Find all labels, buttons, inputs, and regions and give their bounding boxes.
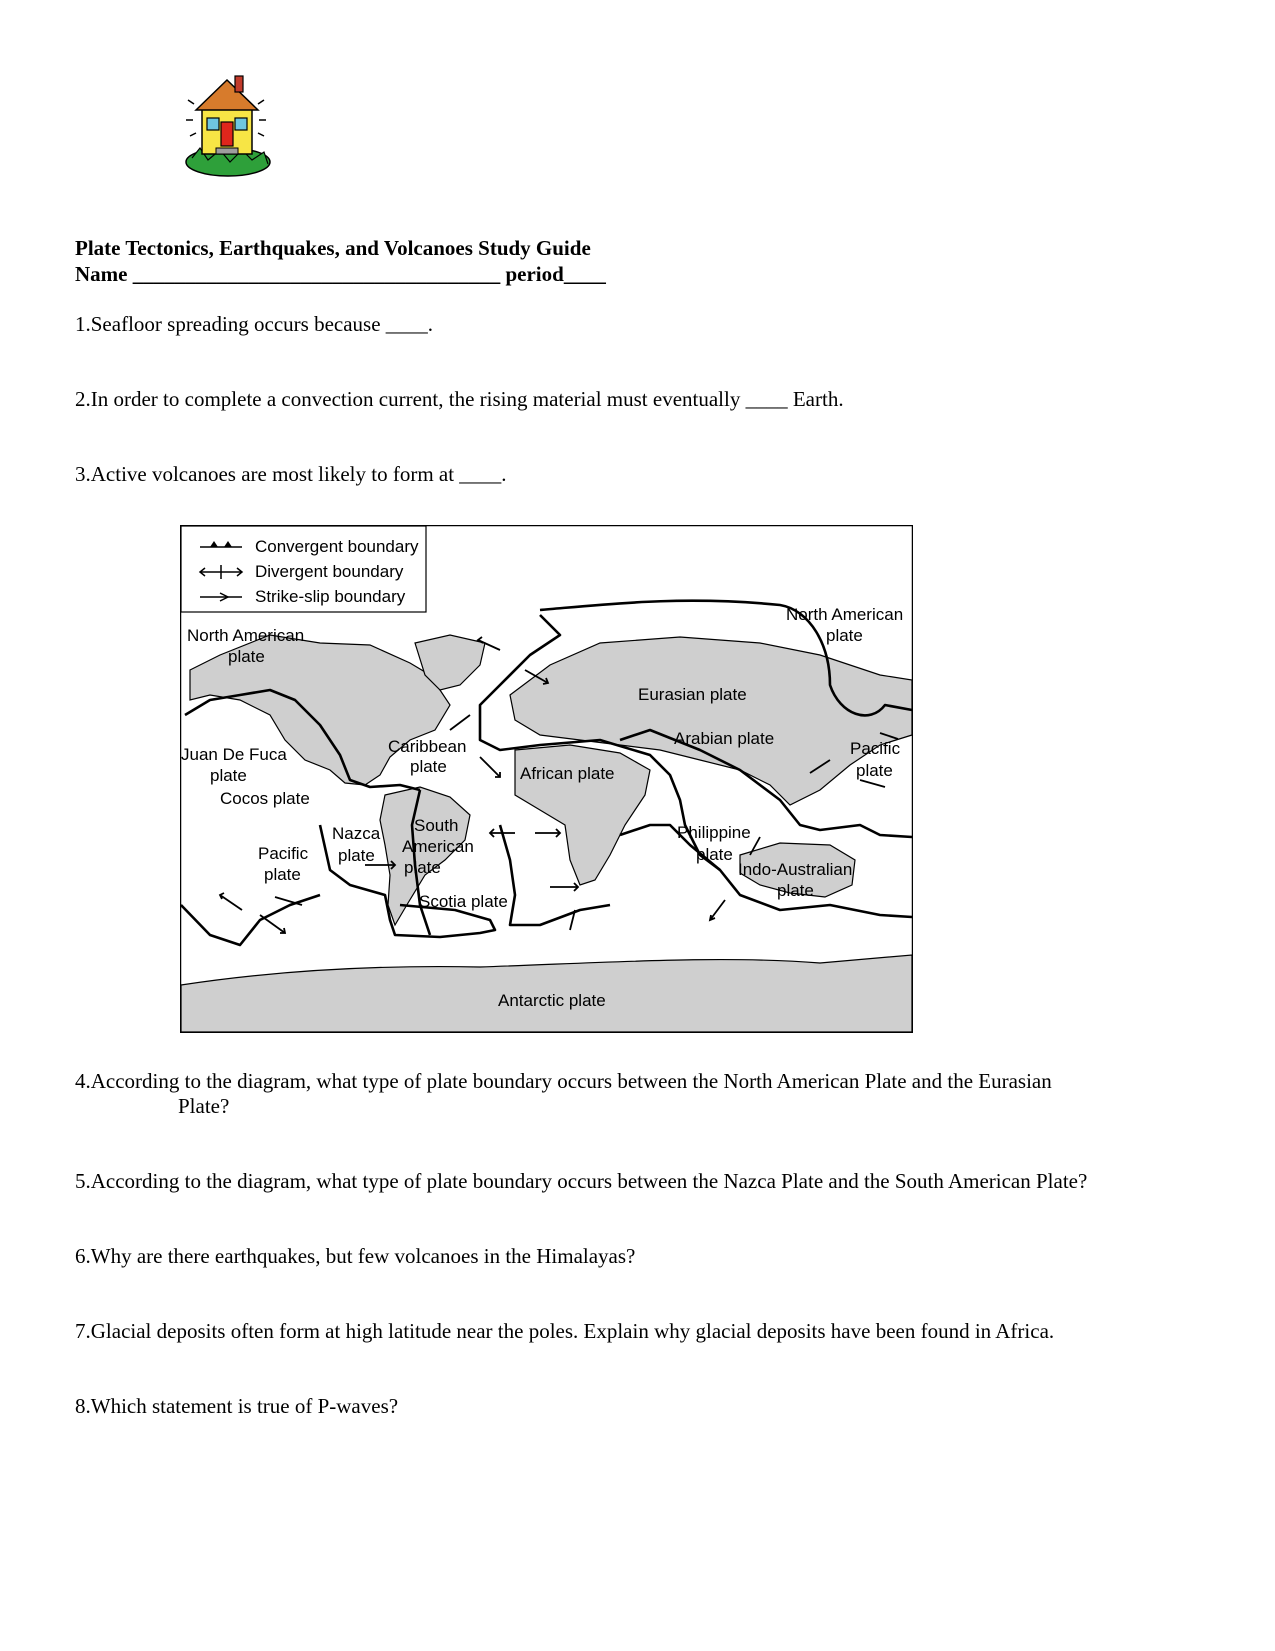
label-plate: plate — [410, 757, 447, 776]
label-cocos: Cocos plate — [220, 789, 310, 808]
label-plate: plate — [338, 846, 375, 865]
label-plate: plate — [777, 881, 814, 900]
label-plate: plate — [264, 865, 301, 884]
label-american: American — [402, 837, 474, 856]
label-plate: plate — [826, 626, 863, 645]
name-blank[interactable]: ___________________________________ — [132, 262, 501, 286]
legend-divergent: Divergent boundary — [255, 562, 404, 581]
label-plate: plate — [856, 761, 893, 780]
name-period-line — [75, 262, 606, 287]
question-3: 3.Active volcanoes are most likely to form at ____. — [75, 462, 507, 486]
label-south: South — [414, 816, 459, 835]
label-plate: plate — [210, 766, 247, 785]
label-juan-de-fuca: Juan De Fuca — [181, 745, 287, 764]
question-1: 1.Seafloor spreading occurs because ____. — [75, 312, 434, 336]
plate-boundary-map — [180, 525, 913, 1033]
house-earthquake-icon — [180, 70, 275, 180]
label-north-american-left: North American — [187, 626, 305, 645]
label-plate: plate — [404, 858, 441, 877]
label-north-american-right: North American — [786, 605, 904, 624]
label-antarctic: Antarctic plate — [498, 991, 606, 1010]
question-4-continuation: Plate? — [178, 1094, 230, 1118]
label-caribbean: Caribbean — [388, 737, 467, 756]
label-philippine: Philippine — [677, 823, 751, 842]
label-indo-australian: Indo-Australian — [738, 860, 853, 879]
question-4: 4.According to the diagram, what type of plate boundary occurs between the North American Plate and the Eurasian — [75, 1069, 1052, 1093]
legend-convergent: Convergent boundary — [255, 537, 419, 556]
question-6: 6.Why are there earthquakes, but few volcanoes in the Himalayas? — [75, 1244, 636, 1268]
worksheet-title: Plate Tectonics, Earthquakes, and Volcanoes Study Guide — [75, 236, 591, 260]
label-plate: plate — [228, 647, 265, 666]
question-7: 7.Glacial deposits often form at high latitude near the poles. Explain why glacial deposits have been found in Africa. — [75, 1319, 1055, 1343]
label-african: African plate — [520, 764, 615, 783]
label-plate: plate — [696, 845, 733, 864]
label-scotia: Scotia plate — [419, 892, 508, 911]
label-nazca: Nazca — [332, 824, 381, 843]
name-label: Name — [75, 262, 128, 286]
question-8: 8.Which statement is true of P-waves? — [75, 1394, 399, 1418]
question-5: 5.According to the diagram, what type of plate boundary occurs between the Nazca Plate and the South American Plate? — [75, 1169, 1088, 1193]
label-eurasian: Eurasian plate — [638, 685, 747, 704]
question-2: 2.In order to complete a convection current, the rising material must eventually ____ Earth. — [75, 387, 844, 411]
label-arabian: Arabian plate — [674, 729, 775, 748]
label-pacific-left: Pacific — [258, 844, 309, 863]
label-pacific-right: Pacific — [850, 739, 901, 758]
legend-strike-slip: Strike-slip boundary — [255, 587, 406, 606]
period-label[interactable]: period____ — [505, 262, 606, 286]
